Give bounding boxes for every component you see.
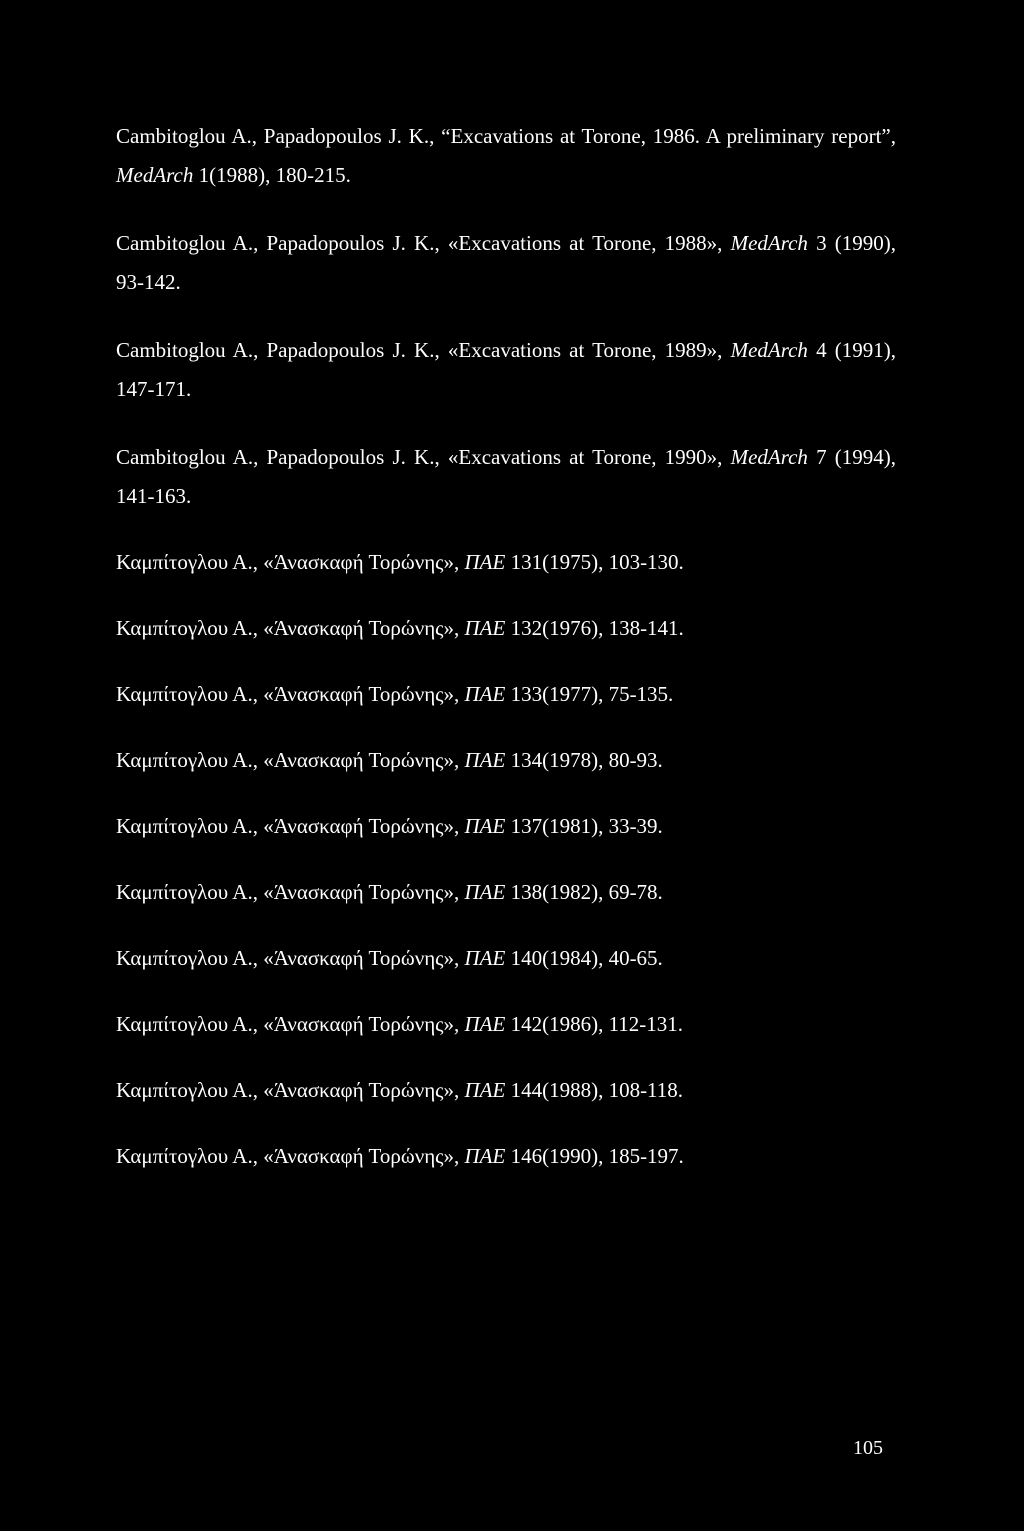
reference-volume-pages: 132(1976), 138-141. xyxy=(505,616,684,640)
reference-journal: ΠΑΕ xyxy=(464,748,506,772)
reference-authors: Καμπίτογλου Α., xyxy=(116,682,258,706)
reference-title: «Άνασκαφή Τορώνης», xyxy=(257,946,465,970)
reference-title: «Άνασκαφή Τορώνης», xyxy=(257,1144,465,1168)
reference-volume-pages: 1(1988), 180-215. xyxy=(193,163,351,187)
reference-entry xyxy=(116,677,896,711)
reference-volume-pages: 7 (1994), 141-163. xyxy=(116,445,896,508)
reference-journal: ΠΑΕ xyxy=(464,550,506,574)
reference-entry xyxy=(116,224,896,302)
reference-journal: MedArch xyxy=(116,163,194,187)
reference-journal: MedArch xyxy=(730,445,808,469)
reference-authors: Καμπίτογλου Α., xyxy=(116,748,258,772)
reference-volume-pages: 3 (1990), 93-142. xyxy=(116,231,896,294)
reference-volume-pages: 140(1984), 40-65. xyxy=(505,946,663,970)
reference-title: «Άνασκαφή Τορώνης», xyxy=(257,550,465,574)
reference-entry xyxy=(116,809,896,843)
reference-journal: ΠΑΕ xyxy=(464,1078,506,1102)
reference-authors: Cambitoglou A., Papadopoulos J. K., xyxy=(116,445,440,469)
reference-title: «Άνασκαφή Τορώνης», xyxy=(257,880,465,904)
reference-authors: Cambitoglou A., Papadopoulos J. K., xyxy=(116,124,435,148)
reference-journal: ΠΑΕ xyxy=(464,1144,506,1168)
reference-authors: Καμπίτογλου Α., xyxy=(116,1144,258,1168)
reference-journal: MedArch xyxy=(730,338,808,362)
reference-authors: Cambitoglou A., Papadopoulos J. K., xyxy=(116,338,440,362)
reference-volume-pages: 146(1990), 185-197. xyxy=(505,1144,684,1168)
reference-journal: MedArch xyxy=(730,231,808,255)
reference-journal: ΠΑΕ xyxy=(464,1012,506,1036)
reference-authors: Καμπίτογλου Α., xyxy=(116,946,258,970)
reference-volume-pages: 134(1978), 80-93. xyxy=(505,748,663,772)
reference-title: «Άνασκαφή Τορώνης», xyxy=(257,1078,465,1102)
reference-journal: ΠΑΕ xyxy=(464,616,506,640)
reference-volume-pages: 137(1981), 33-39. xyxy=(505,814,663,838)
reference-entry xyxy=(116,1073,896,1107)
reference-title: «Excavations at Torone, 1989», xyxy=(439,338,731,362)
reference-volume-pages: 144(1988), 108-118. xyxy=(505,1078,684,1102)
reference-entry xyxy=(116,1139,896,1173)
reference-authors: Καμπίτογλου Α., xyxy=(116,550,258,574)
reference-title: «Άνασκαφή Τορώνης», xyxy=(257,616,465,640)
reference-authors: Καμπίτογλου Α., xyxy=(116,1078,258,1102)
reference-entry xyxy=(116,941,896,975)
reference-volume-pages: 142(1986), 112-131. xyxy=(505,1012,684,1036)
reference-volume-pages: 138(1982), 69-78. xyxy=(505,880,663,904)
reference-journal: ΠΑΕ xyxy=(464,814,506,838)
reference-title: «Excavations at Torone, 1988», xyxy=(439,231,731,255)
reference-entry xyxy=(116,545,896,579)
reference-entry xyxy=(116,743,896,777)
reference-title: «Excavations at Torone, 1990», xyxy=(439,445,731,469)
reference-list xyxy=(116,117,896,1205)
reference-authors: Καμπίτογλου Α., xyxy=(116,814,258,838)
reference-entry xyxy=(116,875,896,909)
reference-authors: Καμπίτογλου Α., xyxy=(116,616,258,640)
reference-entry xyxy=(116,117,896,195)
reference-title: «Άνασκαφή Τορώνης», xyxy=(257,682,465,706)
reference-volume-pages: 4 (1991), 147-171. xyxy=(116,338,896,401)
reference-journal: ΠΑΕ xyxy=(464,946,506,970)
reference-title: “Excavations at Torone, 1986. A preliminary report”, xyxy=(434,124,896,148)
reference-journal: ΠΑΕ xyxy=(464,880,506,904)
reference-authors: Καμπίτογλου Α., xyxy=(116,880,258,904)
reference-volume-pages: 131(1975), 103-130. xyxy=(505,550,684,574)
reference-entry xyxy=(116,438,896,516)
reference-journal: ΠΑΕ xyxy=(464,682,506,706)
reference-title: «Ανασκαφή Τορώνης», xyxy=(257,748,465,772)
page-number: 105 xyxy=(853,1437,883,1459)
reference-volume-pages: 133(1977), 75-135. xyxy=(505,682,674,706)
reference-title: «Άνασκαφή Τορώνης», xyxy=(257,814,465,838)
reference-authors: Cambitoglou A., Papadopoulos J. K., xyxy=(116,231,440,255)
reference-entry xyxy=(116,331,896,409)
reference-title: «Άνασκαφή Τορώνης», xyxy=(257,1012,465,1036)
reference-entry xyxy=(116,1007,896,1041)
reference-entry xyxy=(116,611,896,645)
reference-authors: Καμπίτογλου Α., xyxy=(116,1012,258,1036)
